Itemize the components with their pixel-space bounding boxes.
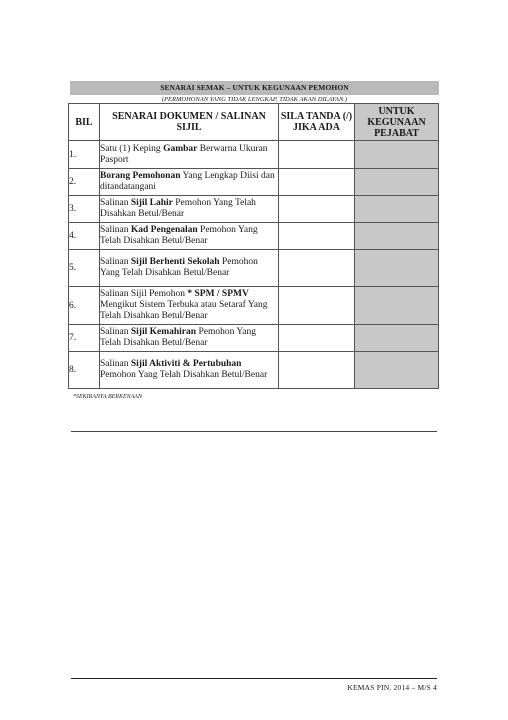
table-row xyxy=(69,287,439,325)
footer-line xyxy=(71,678,437,679)
column-header-documents: SENARAI DOKUMEN / SALINAN SIJIL xyxy=(100,104,279,141)
document-text: Salinan xyxy=(100,198,131,208)
row-number: 1. xyxy=(69,141,100,169)
table-row xyxy=(69,325,439,352)
column-header-bil: BIL xyxy=(69,104,100,141)
document-text: Satu (1) Keping xyxy=(100,143,164,154)
page-footer: KEMAS PIN. 2014 – M/S 4 xyxy=(347,683,437,692)
document-name-bold: Kad Pengenalan xyxy=(130,225,198,235)
table-row xyxy=(69,352,439,389)
tick-cell[interactable] xyxy=(279,196,355,223)
document-name-bold: Gambar xyxy=(163,143,198,154)
document-text: Berwarna Ukuran Pasport xyxy=(100,143,268,165)
office-use-cell xyxy=(355,287,439,325)
document-text: Pemohon Yang Telah Disahkan Betul/Benar xyxy=(100,257,258,278)
table-row xyxy=(69,223,439,250)
office-use-cell xyxy=(355,223,439,250)
document-text: Pemohon Yang Telah Disahkan Betul/Benar xyxy=(100,327,256,348)
column-header-tick: SILA TANDA (/) JIKA ADA xyxy=(279,104,355,141)
divider-line xyxy=(71,431,437,432)
row-number: 8. xyxy=(69,352,100,389)
document-text: Pemohon Yang Telah Disahkan Betul/Benar xyxy=(100,198,256,219)
document-description xyxy=(100,169,279,196)
document-description xyxy=(100,287,279,325)
checklist-table xyxy=(68,103,439,389)
tick-cell[interactable] xyxy=(279,287,355,325)
table-header-row xyxy=(69,104,439,141)
document-description xyxy=(100,196,279,223)
document-text: Salinan xyxy=(100,359,131,369)
document-name-bold: Sijil Aktiviti & Pertubuhan xyxy=(130,359,242,369)
table-row xyxy=(69,250,439,287)
row-number: 7. xyxy=(69,325,100,352)
checklist-note: (PERMOHONAN YANG TIDAK LENGKAP, TIDAK AKAN DILAYAN.) xyxy=(161,96,348,103)
table-row xyxy=(69,141,439,169)
document-description xyxy=(100,223,279,250)
document-name-bold: Sijil Berhenti Sekolah xyxy=(130,257,220,267)
tick-cell[interactable] xyxy=(279,250,355,287)
footnote: *SEKIRANYA BERKENAAN xyxy=(73,394,142,400)
row-number: 5. xyxy=(69,250,100,287)
office-use-cell xyxy=(355,250,439,287)
document-text: Yang Lengkap Diisi dan ditandatangani xyxy=(100,171,275,192)
document-text: Salinan xyxy=(100,225,131,235)
document-text: Pemohon Yang Telah Disahkan Betul/Benar xyxy=(100,370,268,380)
document-name-bold: * SPM / SPMV xyxy=(187,289,249,299)
row-number: 4. xyxy=(69,223,100,250)
document-description xyxy=(100,352,279,389)
document-text: Pemohon Yang Telah Disahkan Betul/Benar xyxy=(100,225,258,246)
document-name-bold: Sijil Lahir xyxy=(130,198,173,208)
tick-cell[interactable] xyxy=(279,223,355,250)
tick-cell[interactable] xyxy=(279,352,355,389)
document-description xyxy=(100,141,279,169)
table-row xyxy=(69,169,439,196)
column-header-office-use: UNTUK KEGUNAAN PEJABAT xyxy=(355,104,439,141)
document-description xyxy=(100,325,279,352)
row-number: 6. xyxy=(69,287,100,325)
document-text: Salinan Sijil Pemohon xyxy=(100,289,188,299)
office-use-cell xyxy=(355,196,439,223)
row-number: 3. xyxy=(69,196,100,223)
office-use-cell xyxy=(355,169,439,196)
office-use-cell xyxy=(355,352,439,389)
document-name-bold: Borang Pemohonan xyxy=(100,171,181,181)
document-description xyxy=(100,250,279,287)
office-use-cell xyxy=(355,325,439,352)
tick-cell[interactable] xyxy=(279,325,355,352)
row-number: 2. xyxy=(69,169,100,196)
document-name-bold: Sijil Kemahiran xyxy=(130,327,197,337)
tick-cell[interactable] xyxy=(279,169,355,196)
table-row xyxy=(69,196,439,223)
document-text: Mengikut Sistem Terbuka atau Setaraf Yang Telah Disahkan Betul/Benar xyxy=(100,300,268,321)
document-text: Salinan xyxy=(100,327,131,337)
tick-cell[interactable] xyxy=(279,141,355,169)
checklist-title: SENARAI SEMAK – UNTUK KEGUNAAN PEMOHON xyxy=(70,81,439,95)
office-use-cell xyxy=(355,141,439,169)
document-text: Salinan xyxy=(100,257,131,267)
